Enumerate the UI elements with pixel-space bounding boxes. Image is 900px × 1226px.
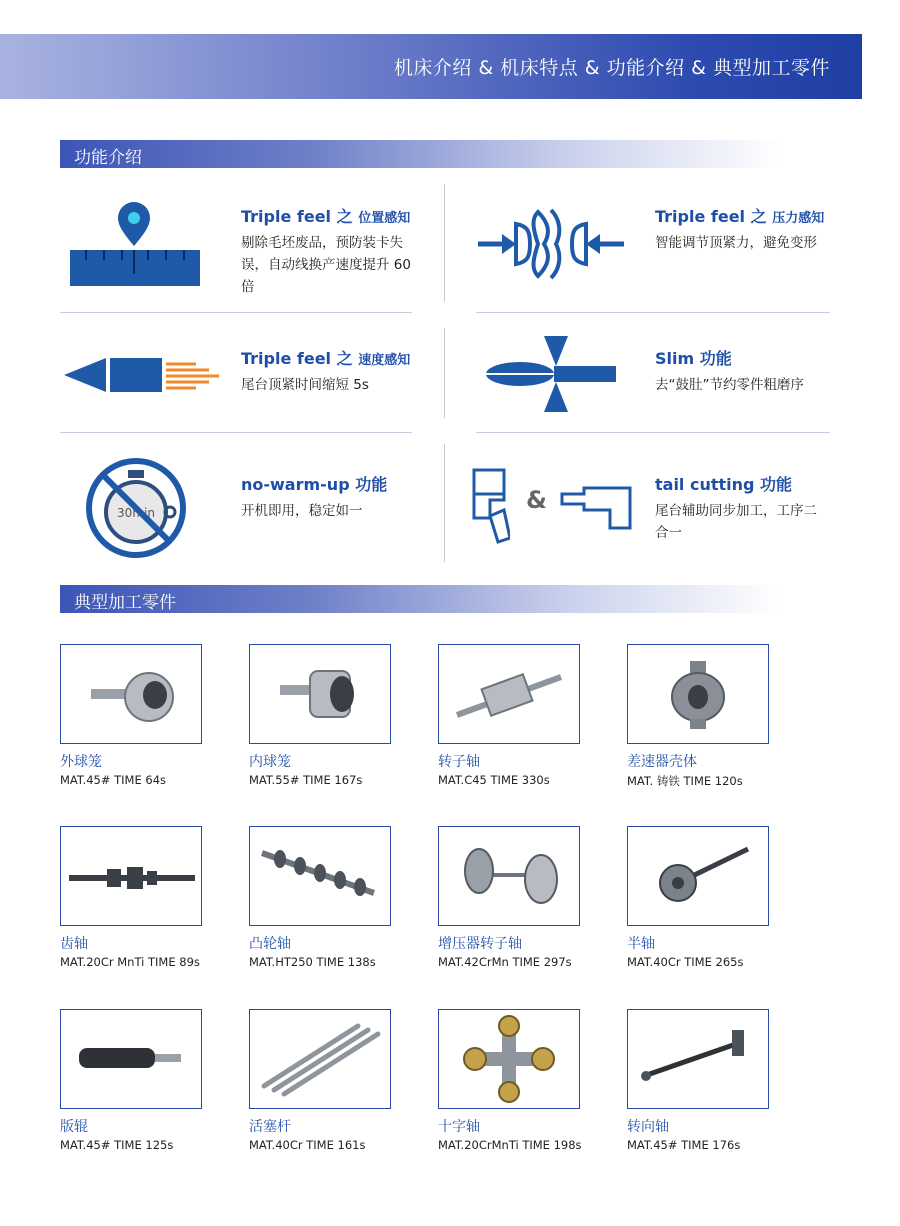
part-mat: MAT. 铸铁 TIME 120s [627, 774, 743, 788]
part-image-inner-cv-joint [249, 644, 391, 744]
part-name: 转向轴 [627, 1119, 669, 1135]
part-image-rotor-shaft [438, 644, 580, 744]
part-mat: MAT.45# TIME 64s [60, 773, 167, 787]
part-name: 十字轴 [438, 1119, 480, 1135]
no-stopwatch-icon [84, 456, 188, 560]
feature-desc: 开机即用，稳定如一 [241, 503, 363, 519]
part-mat: MAT.40Cr TIME 161s [249, 1138, 366, 1152]
part-name: 增压器转子轴 [438, 936, 522, 952]
tailstock-icon [560, 480, 634, 530]
part-image-piston-rod [249, 1009, 391, 1109]
part-image-outer-cv-joint [60, 644, 202, 744]
part-name: 版辊 [60, 1119, 88, 1135]
top-banner [0, 34, 862, 99]
feature-title: Triple feel [241, 349, 332, 368]
feature-desc: 智能调节顶紧力，避免变形 [655, 235, 817, 251]
feature-desc: 尾台顶紧时间缩短 5s [241, 377, 369, 393]
divider [60, 312, 412, 313]
slim-icon [484, 334, 620, 414]
section-header-features [60, 140, 780, 168]
part-image-half-shaft [627, 826, 769, 926]
feature-zhi: 之 [336, 207, 353, 226]
divider [60, 432, 412, 433]
feature-title: no-warm-up 功能 [241, 475, 388, 494]
part-mat: MAT.45# TIME 125s [60, 1138, 174, 1152]
ampersand: & [526, 486, 547, 514]
feature-zhi: 之 [750, 207, 767, 226]
part-mat: MAT.20Cr MnTi TIME 89s [60, 955, 200, 969]
part-mat: MAT.55# TIME 167s [249, 773, 363, 787]
part-name: 外球笼 [60, 754, 102, 770]
feature-subtitle: 位置感知 [358, 211, 411, 226]
part-name: 差速器壳体 [627, 754, 697, 770]
part-image-plate-roller [60, 1009, 202, 1109]
section-header-parts [60, 585, 780, 613]
feature-desc: 去“鼓肚”节约零件粗磨序 [655, 377, 804, 393]
part-mat: MAT.HT250 TIME 138s [249, 955, 376, 969]
part-name: 活塞杆 [249, 1119, 291, 1135]
rocket-speed-icon [64, 352, 224, 398]
feature-title: tail cutting 功能 [655, 475, 793, 494]
tool-holder-icon [470, 466, 510, 546]
banner-title: 机床介绍 & 机床特点 & 功能介绍 & 典型加工零件 [393, 57, 830, 79]
divider [476, 432, 830, 433]
part-mat: MAT.20CrMnTi TIME 198s [438, 1138, 582, 1152]
feature-desc: 尾台辅助同步加工，工序二合一 [655, 503, 817, 541]
part-image-turbo-rotor-shaft [438, 826, 580, 926]
section-title-features: 功能介绍 [74, 148, 142, 168]
divider [444, 328, 445, 418]
part-image-differential-housing [627, 644, 769, 744]
pressure-icon [476, 200, 626, 290]
feature-desc: 剔除毛坯废品，预防装卡失误，自动线换产速度提升 60 倍 [241, 235, 411, 295]
part-mat: MAT.42CrMn TIME 297s [438, 955, 572, 969]
ruler-pin-icon [70, 200, 204, 288]
divider [476, 312, 830, 313]
part-image-steering-shaft [627, 1009, 769, 1109]
part-mat: MAT.40Cr TIME 265s [627, 955, 744, 969]
part-mat: MAT.C45 TIME 330s [438, 773, 550, 787]
part-name: 凸轮轴 [249, 936, 291, 952]
divider [444, 444, 445, 562]
feature-subtitle: 速度感知 [358, 353, 411, 368]
feature-zhi: 之 [336, 349, 353, 368]
section-title-parts: 典型加工零件 [74, 593, 176, 613]
part-name: 转子轴 [438, 754, 480, 770]
part-mat: MAT.45# TIME 176s [627, 1138, 741, 1152]
part-name: 内球笼 [249, 754, 291, 770]
part-image-gear-shaft [60, 826, 202, 926]
feature-subtitle: 压力感知 [772, 211, 825, 226]
part-image-cross-shaft [438, 1009, 580, 1109]
feature-title: Triple feel [241, 207, 332, 226]
divider [444, 184, 445, 302]
part-image-camshaft [249, 826, 391, 926]
feature-title: Triple feel [655, 207, 746, 226]
part-name: 齿轴 [60, 936, 88, 952]
part-name: 半轴 [627, 936, 655, 952]
icon-label: 30min [117, 506, 155, 520]
feature-title: Slim 功能 [655, 349, 732, 368]
